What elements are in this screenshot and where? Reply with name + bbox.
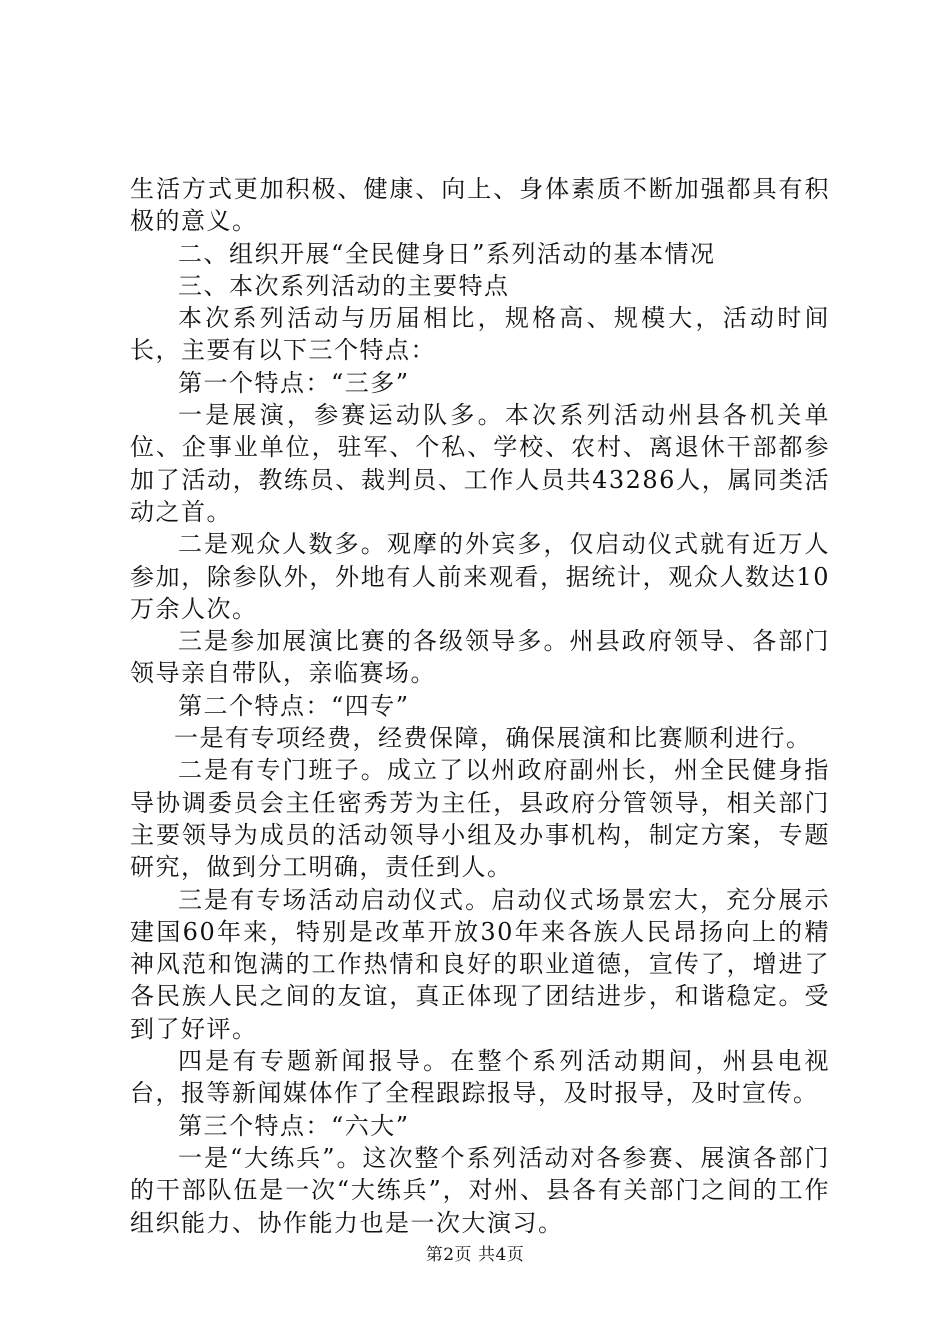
paragraph-feature3-item1: 一是“大练兵”。这次整个系列活动对各参赛、展演各部门的干部队伍是一次“大练兵”，对州、县各有关部门之间的工作组织能力、协作能力也是一次大演习。 <box>130 1143 830 1237</box>
feature-heading-2: 第二个特点：“四专” <box>178 691 410 720</box>
section-heading-3: 三、本次系列活动的主要特点 <box>178 271 510 300</box>
paragraph-feature2-item2: 二是有专门班子。成立了以州政府副州长，州全民健身指导协调委员会主任密秀芳为主任，县政府分管领导，相关部门主要领导为成员的活动领导小组及办事机构，制定方案，专题研究，做到分工明确，责任到人。 <box>130 756 830 882</box>
paragraph-feature1-item2: 二是观众人数多。观摩的外宾多，仅启动仪式就有近万人参加，除参队外，外地有人前来观看，据统计，观众人数达10万余人次。 <box>130 530 830 623</box>
paragraph-feature2-item1: 一是有专项经费，经费保障，确保展演和比赛顺利进行。 <box>174 724 812 753</box>
paragraph-intro-features: 本次系列活动与历届相比，规格高、规模大，活动时间长，主要有以下三个特点： <box>130 304 830 365</box>
paragraph-1: 生活方式更加积极、健康、向上、身体素质不断加强都具有积极的意义。 <box>130 175 830 236</box>
paragraph-feature2-item3: 三是有专场活动启动仪式。启动仪式场景宏大，充分展示建国60年来，特别是改革开放30年来各族人民昂扬向上的精神风范和饱满的工作热情和良好的职业道德，宣传了，增进了各民族人民之间的友谊，真正体现了团结进步，和谐稳定。受到了好评。 <box>130 885 830 1043</box>
paragraph-feature1-item1: 一是展演，参赛运动队多。本次系列活动州县各机关单位、企事业单位，驻军、个私、学校、农村、离退休干部都参加了活动，教练员、裁判员、工作人员共43286人，属同类活动之首。 <box>130 401 830 526</box>
paragraph-feature1-item3: 三是参加展演比赛的各级领导多。州县政府领导、各部门领导亲自带队，亲临赛场。 <box>130 627 830 688</box>
document-body <box>130 173 830 1239</box>
feature-heading-1: 第一个特点：“三多” <box>178 368 410 397</box>
section-heading-2: 二、组织开展“全民健身日”系列活动的基本情况 <box>178 239 716 268</box>
page-number-footer: 第2页 共4页 <box>425 1245 525 1265</box>
feature-heading-3: 第三个特点：“六大” <box>178 1111 410 1140</box>
paragraph-feature2-item4: 四是有专题新闻报导。在整个系列活动期间，州县电视台，报等新闻媒体作了全程跟踪报导，及时报导，及时宣传。 <box>130 1047 830 1108</box>
